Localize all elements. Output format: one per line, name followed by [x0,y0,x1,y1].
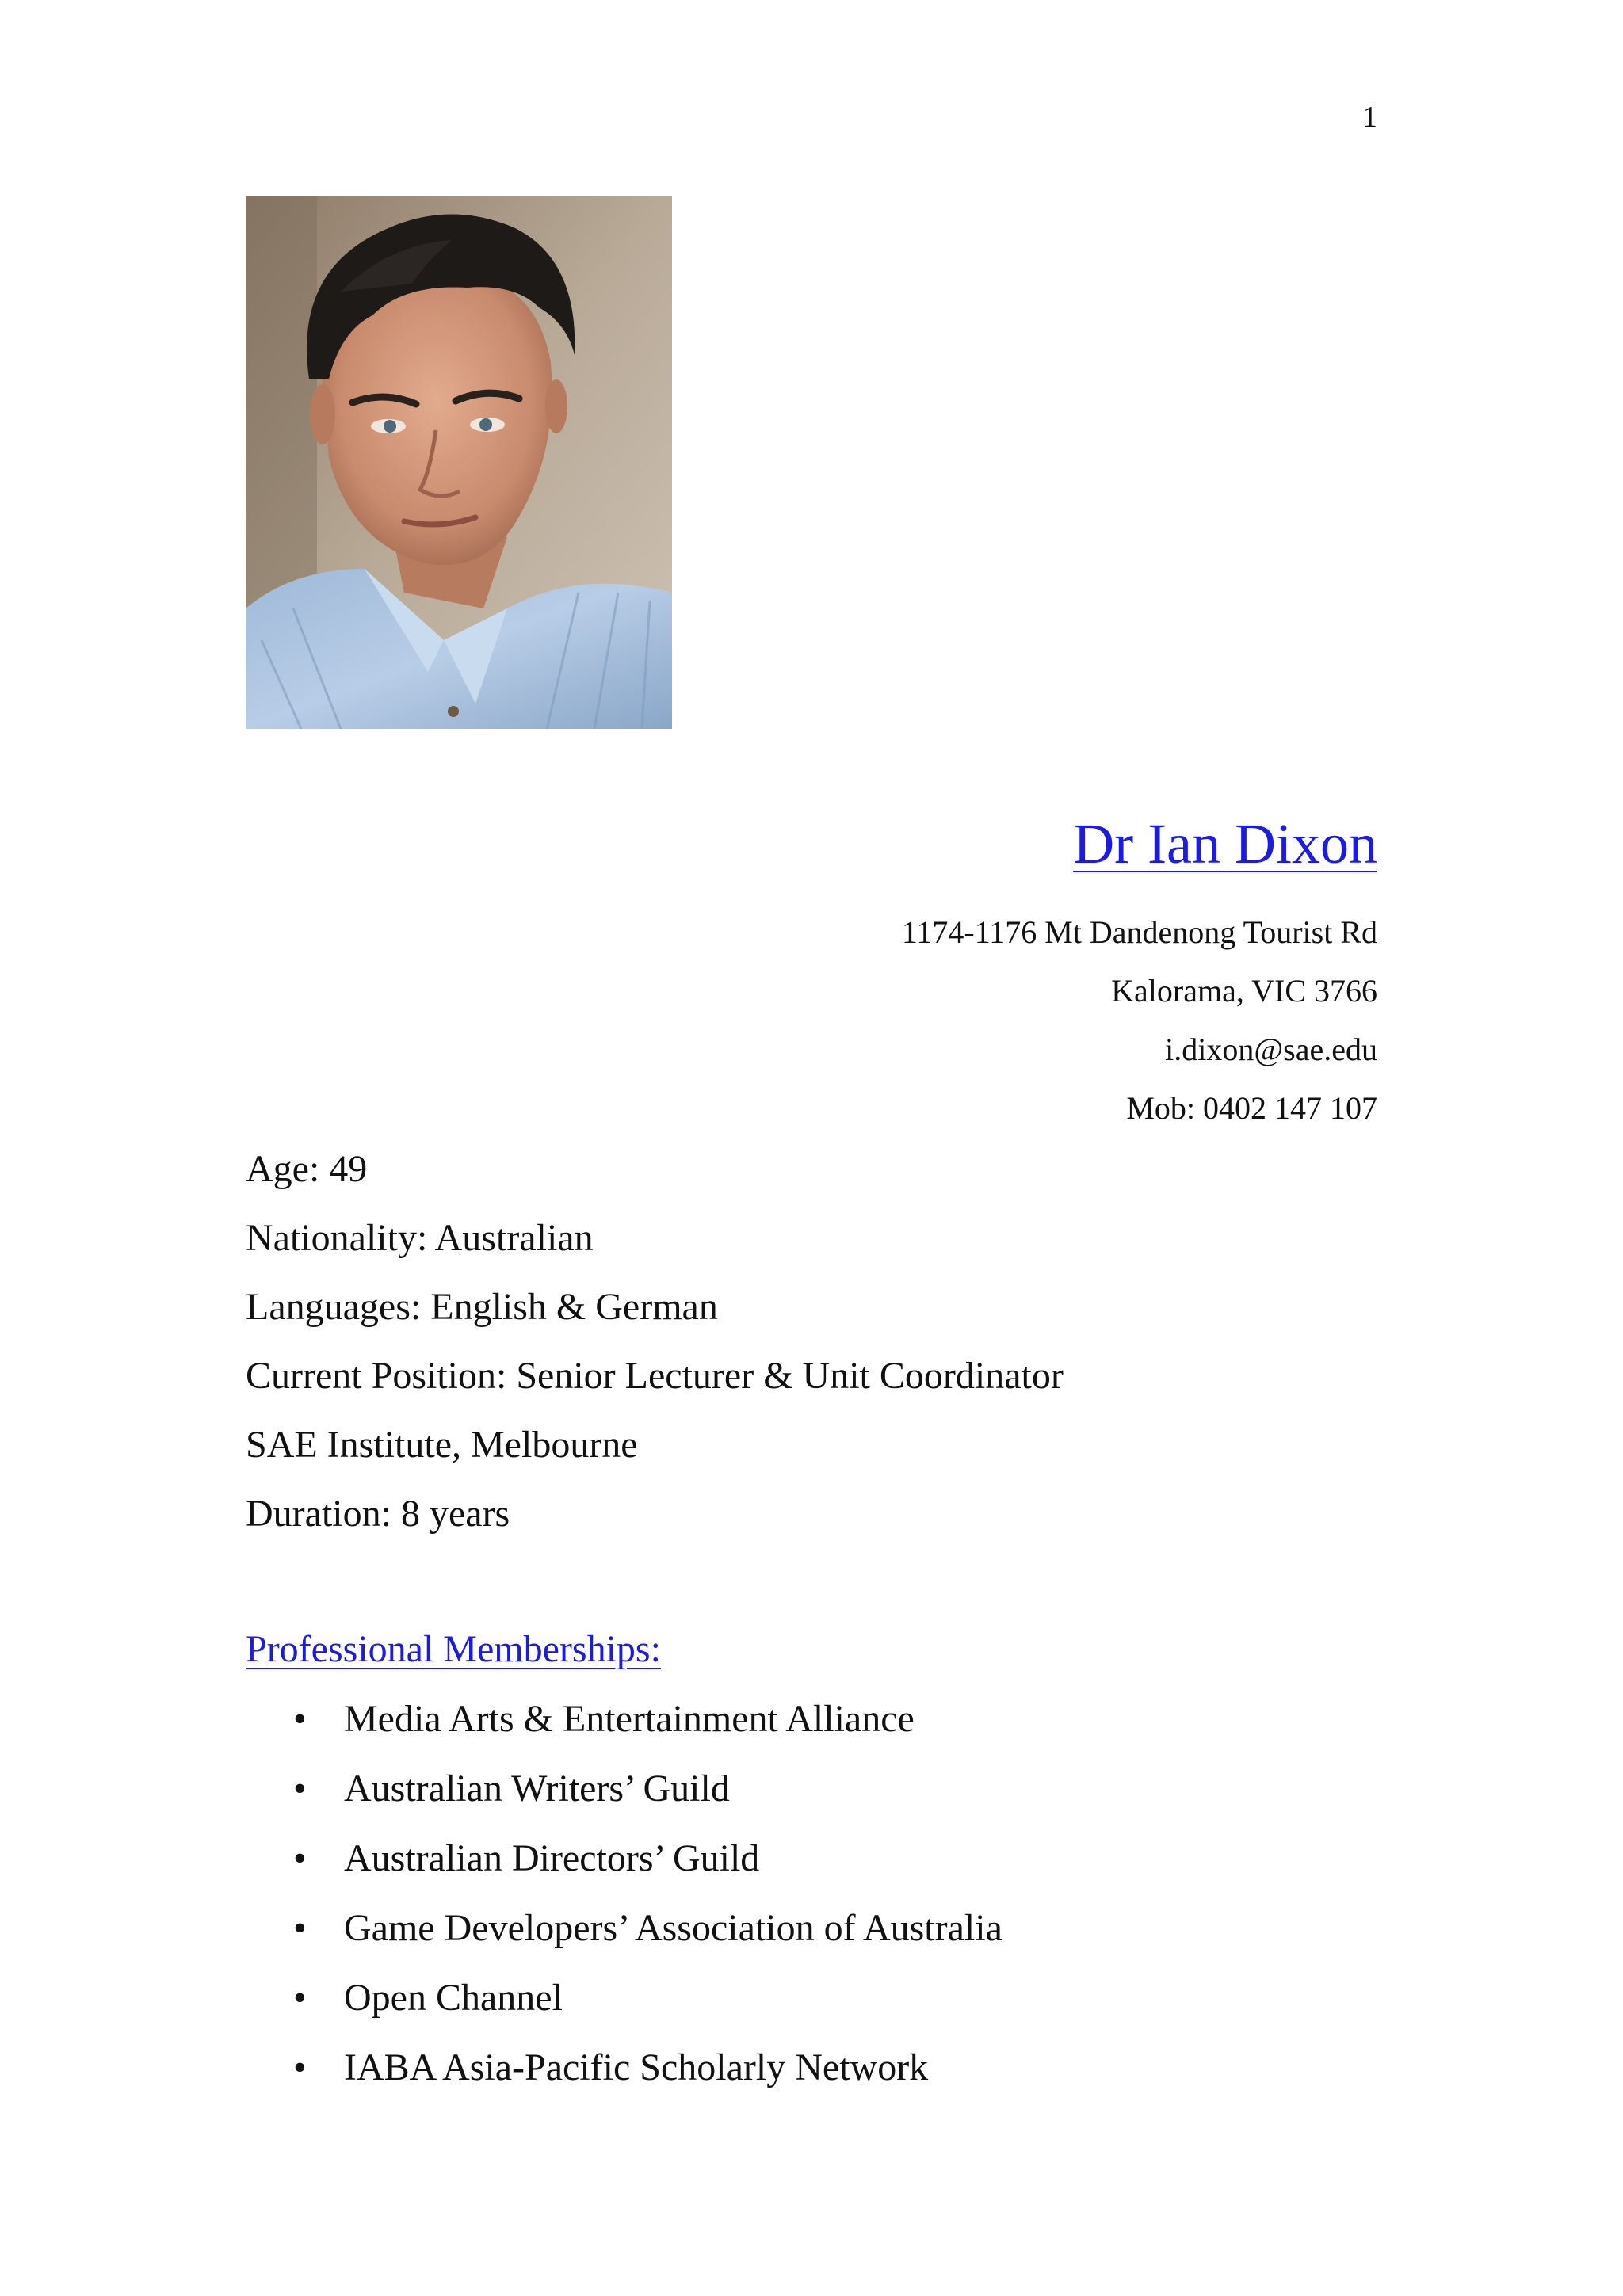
membership-label: Media Arts & Entertainment Alliance [344,1698,915,1740]
bullet-icon: • [293,1698,307,1740]
membership-label: Game Developers’ Association of Australia [344,1907,1002,1949]
position-line: Current Position: Senior Lecturer & Unit Coordinator [246,1355,1064,1397]
portrait-image [246,196,672,729]
name-heading[interactable]: Dr Ian Dixon [1073,812,1377,875]
age-line: Age: 49 [246,1148,368,1190]
membership-label: Open Channel [344,1977,563,2019]
list-item [246,1824,1002,1894]
nationality-line: Nationality: Australian [246,1217,594,1259]
personal-details [246,1135,1064,1548]
bullet-icon: • [293,1837,307,1879]
duration-line: Duration: 8 years [246,1493,510,1535]
list-item [246,1684,1002,1754]
address-line-2: Kalorama, VIC 3766 [1111,973,1377,1009]
list-item [246,1963,1002,2033]
email-text: i.dixon@sae.edu [1165,1032,1377,1067]
languages-line: Languages: English & German [246,1286,718,1328]
bullet-icon: • [293,1768,307,1810]
bullet-icon: • [293,1977,307,2019]
list-item [246,1754,1002,1824]
list-item [246,1894,1002,1963]
memberships-list [246,1684,1002,2103]
address-line-1: 1174-1176 Mt Dandenong Tourist Rd [901,914,1377,950]
page-number: 1 [1362,101,1377,134]
bullet-icon: • [293,1907,307,1949]
institution-line: SAE Institute, Melbourne [246,1424,638,1466]
membership-label: Australian Directors’ Guild [344,1837,760,1879]
memberships-heading[interactable]: Professional Memberships: [246,1628,661,1670]
membership-label: IABA Asia-Pacific Scholarly Network [344,2046,929,2088]
portrait-photo [246,196,672,729]
list-item [246,2033,1002,2103]
membership-label: Australian Writers’ Guild [344,1768,730,1810]
contact-block [902,903,1377,1138]
bullet-icon: • [293,2046,307,2088]
mobile-text: Mob: 0402 147 107 [1126,1090,1377,1126]
